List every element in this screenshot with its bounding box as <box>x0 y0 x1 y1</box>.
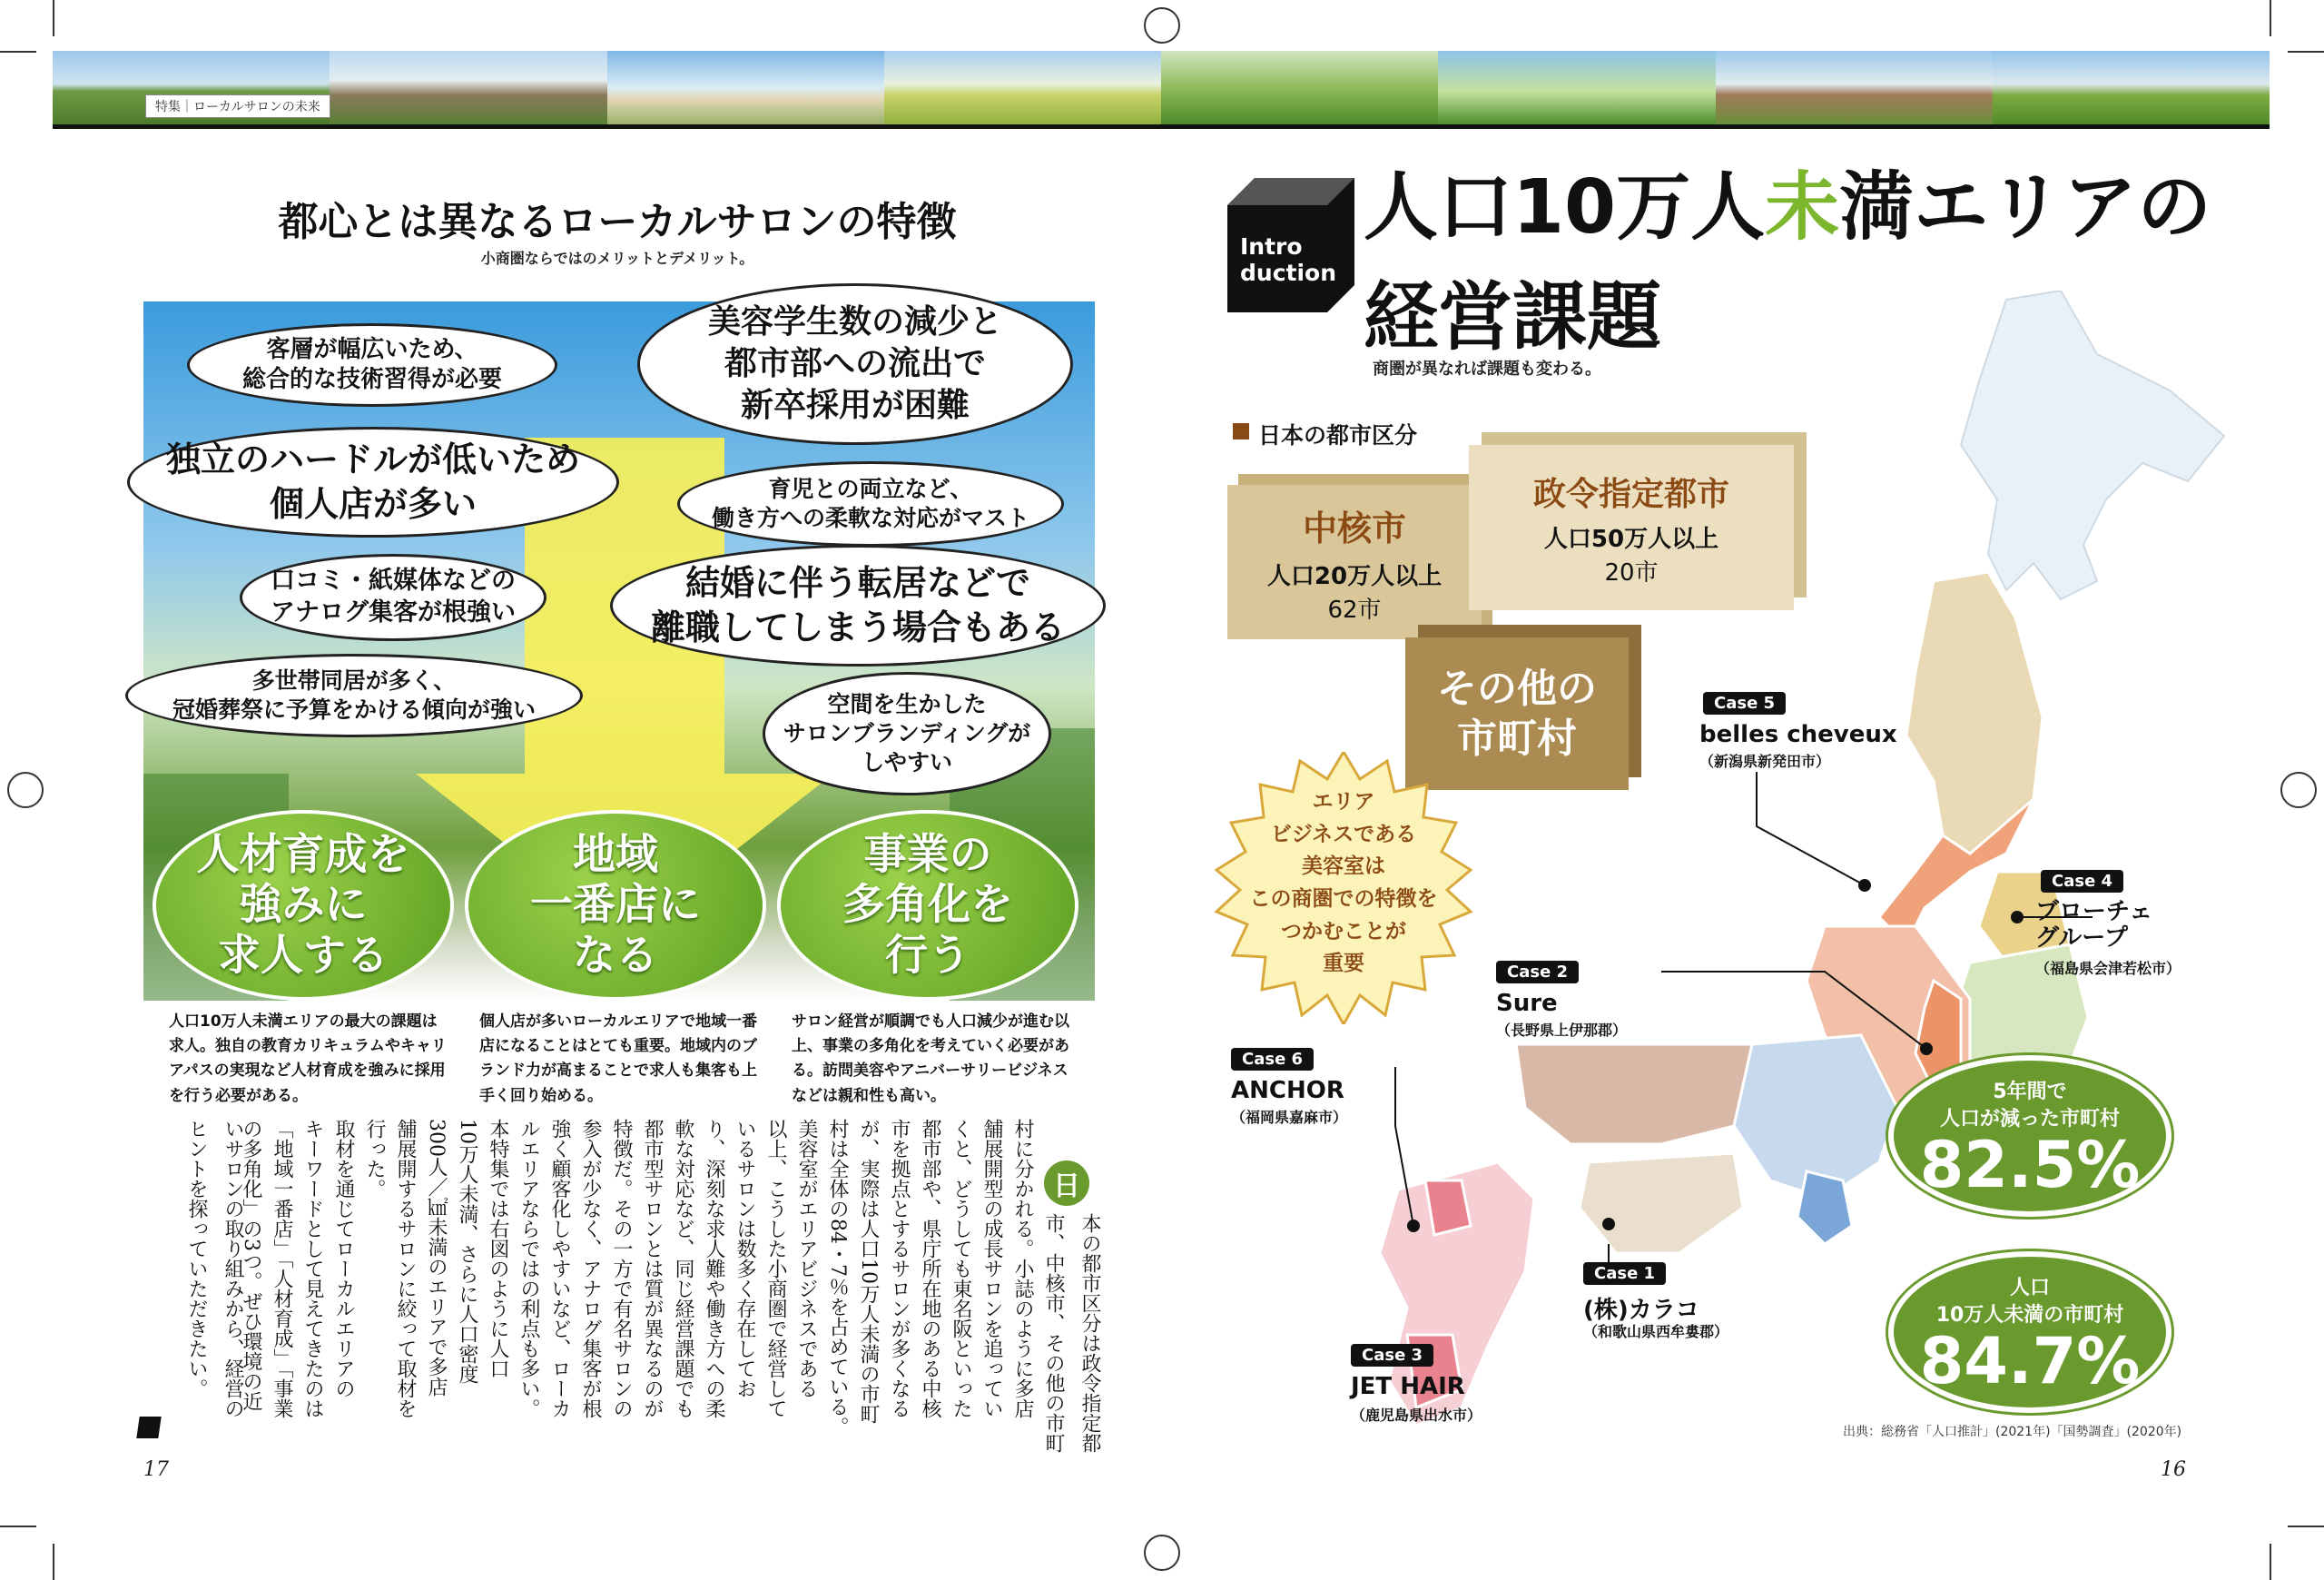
stat-label: 人口 10万人未満の市町村 <box>1935 1277 2124 1327</box>
feature-bubble: 美容学生数の減少と 都市部への流出で 新卒採用が困難 <box>637 283 1073 445</box>
body-column: 10万人未満、さらに人口密度 <box>456 1119 478 1384</box>
body-column: ルエリアならではの利点も多い。 <box>517 1119 540 1418</box>
landscape-photo <box>330 51 606 124</box>
body-column: 舗展開型の成長サロンを追ってい <box>980 1119 1003 1418</box>
title-part: 満エリアの <box>1839 164 2212 251</box>
body-column: 都市型サロンとは質が異なるのが <box>641 1119 664 1418</box>
body-column: 本の都市区分は政令指定都 <box>1078 1213 1101 1453</box>
strategy-circle-diversify: 事業の 多角化を 行う <box>777 810 1078 1001</box>
crop-mark <box>2288 1526 2324 1527</box>
crop-mark <box>53 0 54 36</box>
feature-subtitle: 商圏が異なれば課題も変わる。 <box>1373 360 1601 379</box>
feature-bubble: 客層が幅広いため、 総合的な技術習得が必要 <box>187 323 557 407</box>
box-count: 62市 <box>1327 596 1382 624</box>
case-badge: Case 4 <box>2041 870 2123 893</box>
landscape-photo <box>607 51 884 124</box>
page-number: 16 <box>2161 1458 2186 1481</box>
body-column: 美容室がエリアビジネスである <box>795 1119 818 1398</box>
box-title: 中核市 <box>1302 508 1406 548</box>
case-location: （福島県会津若松市） <box>2035 960 2181 977</box>
case-location: （福岡県嘉麻市） <box>1231 1109 1348 1126</box>
body-column: 市を拠点とするサロンが多くなる <box>888 1119 911 1418</box>
body-column: 村に分かれる。小誌のように多店 <box>1011 1119 1034 1418</box>
body-column: いるサロンは数多く存在してお <box>734 1119 756 1398</box>
case-badge: Case 6 <box>1231 1048 1314 1071</box>
case-badge: Case 2 <box>1496 961 1579 983</box>
body-column: の多角化」の3つ。ぜひ環境の近 <box>240 1119 262 1411</box>
strategy-circle-hr: 人材育成を 強みに 求人する <box>153 810 454 1001</box>
crop-mark <box>2270 0 2271 36</box>
stat-population-decline <box>1888 1055 2171 1217</box>
crop-mark <box>53 1544 54 1580</box>
starburst-text: エリア ビジネスである 美容室は この商圏での特徴を つかむことが 重要 <box>1249 790 1438 976</box>
landscape-photo <box>884 51 1161 124</box>
feature-bubble: 結婚に伴う転居などで 離職してしまう場合もある <box>610 545 1106 667</box>
case-location: （長野県上伊那郡） <box>1496 1022 1628 1039</box>
feature-title-line2: 経営課題 <box>1364 274 1662 360</box>
drop-cap: 日 <box>1044 1160 1089 1206</box>
registration-mark <box>2280 772 2317 808</box>
crop-mark <box>0 51 36 53</box>
body-column: 舗展開するサロンに絞って取材を <box>394 1119 417 1418</box>
box-population: 人口20万人以上 <box>1266 562 1443 590</box>
box-title: 政令指定都市 <box>1532 475 1729 513</box>
body-column: 取材を通じてローカルエリアの <box>332 1119 355 1398</box>
box-count: 20市 <box>1604 558 1659 587</box>
crop-mark <box>2270 1544 2271 1580</box>
case-badge: Case 1 <box>1583 1262 1666 1285</box>
page-subtitle: 小商圏ならではのメリットとデメリット。 <box>480 250 754 267</box>
body-column: 強く顧客化しやすいなど、ローカ <box>548 1119 571 1418</box>
body-column: 都市部や、県庁所在地のある中核 <box>919 1119 941 1418</box>
body-column: ヒントを探っていただきたい。 <box>185 1119 208 1398</box>
intro-label: Intro duction <box>1240 233 1337 286</box>
registration-mark <box>7 772 44 808</box>
photo-strip <box>53 51 2270 129</box>
body-column: 村は全体の84・7％を占めている。 <box>826 1119 849 1437</box>
case-location: （鹿児島県出水市） <box>1351 1407 1482 1424</box>
body-column: 「地域一番店」「人材育成」「事業 <box>271 1119 293 1418</box>
feature-bubble: 口コミ・紙媒体などの アナログ集客が根強い <box>240 554 547 641</box>
title-part: 人口10万人 <box>1364 164 1766 251</box>
feature-bubble: 育児との両立など、 働き方への柔軟な対応がマスト <box>677 461 1064 547</box>
case-badge: Case 5 <box>1703 692 1786 715</box>
feature-bubble: 独立のハードルが低いため 個人店が多い <box>127 427 619 538</box>
section-tag: 特集｜ローカルサロンの未来 <box>145 94 330 118</box>
body-column: 本特集では右図のように人口 <box>487 1119 509 1378</box>
body-column: いサロンの取り組みから、経営の <box>222 1119 244 1418</box>
case-name: Sure <box>1496 990 1558 1017</box>
box-core-city <box>1227 485 1482 639</box>
stat-value: 84.7% <box>1919 1324 2141 1399</box>
body-column: 以上、こうした小商圏で経営して <box>764 1119 787 1418</box>
body-column: 参入が少なく、アナログ集客が根 <box>579 1119 602 1418</box>
box-population: 人口50万人以上 <box>1543 525 1719 553</box>
title-highlight: 未 <box>1765 164 1840 251</box>
body-column: が、実際は人口10万人未満の市町 <box>857 1119 880 1424</box>
fukuoka-region <box>1425 1180 1471 1235</box>
source-note: 出典：総務省「人口推計」(2021年)「国勢調査」(2020年) <box>1843 1425 2182 1439</box>
body-column: り、深刻な求人難や働き方への柔 <box>703 1119 725 1418</box>
landscape-photo <box>1716 51 1993 124</box>
body-column: 300人／㎢未満のエリアで多店 <box>425 1119 448 1397</box>
feature-bubble: 多世帯同居が多く、 冠婚葬祭に予算をかける傾向が強い <box>125 654 583 737</box>
stat-label: 5年間で 人口が減った市町村 <box>1939 1081 2120 1131</box>
body-column: くと、どうしても東名阪といった <box>950 1119 972 1418</box>
landscape-photo <box>1161 51 1438 124</box>
stat-value: 82.5% <box>1919 1128 2141 1203</box>
case-name: ブローチェ グループ <box>2035 898 2153 952</box>
body-column: 市、中核市、その他の市町 <box>1042 1213 1065 1453</box>
box-other-municipalities: その他の 市町村 <box>1405 637 1629 790</box>
shikoku-region <box>1580 1153 1743 1253</box>
page-title: 都心とは異なるローカルサロンの特徴 <box>278 199 957 245</box>
case-badge: Case 3 <box>1351 1344 1433 1367</box>
registration-mark <box>1144 1535 1180 1571</box>
body-column: キーワードとして見えてきたのは <box>301 1119 324 1418</box>
hokkaido-region <box>1961 291 2224 599</box>
case-name: ANCHOR <box>1231 1077 1344 1104</box>
section-label: 日本の都市区分 <box>1258 422 1418 449</box>
case-name: JET HAIR <box>1351 1373 1465 1400</box>
case-location: （和歌山県西牟婁郡） <box>1583 1323 1729 1340</box>
strategy-description: 個人店が多いローカルエリアで地域一番店になることはとても重要。地域内のブランド力が高まることで求人も集客も上手く回り始める。 <box>479 1012 758 1105</box>
body-column: 特徴だ。その一方で有名サロンの <box>610 1119 633 1418</box>
body-column: 行った。 <box>363 1119 386 1199</box>
case-name: (株)カラコ <box>1583 1297 1699 1324</box>
strategy-description: サロン経営が順調でも人口減少が進む以上、事業の多角化を考えていく必要がある。訪問美容やアニバーサリービジネスなどは親和性も高い。 <box>792 1012 1069 1105</box>
strategy-circle-local: 地域 一番店に なる <box>465 810 766 1001</box>
crop-mark <box>0 1526 36 1527</box>
strategy-description: 人口10万人未満エリアの最大の課題は求人。独自の教育カリキュラムやキャリアパスの実現など人材育成を強みに採用を行う必要がある。 <box>169 1012 447 1105</box>
wakayama-region <box>1797 1171 1852 1244</box>
case-location: （新潟県新発田市） <box>1699 753 1831 770</box>
body-column: 軟な対応など、同じ経営課題でも <box>672 1119 694 1418</box>
page-number: 17 <box>143 1458 169 1481</box>
registration-mark <box>1144 7 1180 44</box>
box-designated-city <box>1469 445 1794 610</box>
crop-mark <box>2288 51 2324 53</box>
stat-small-municipalities <box>1888 1251 2171 1413</box>
chugoku-region <box>1516 1044 1752 1144</box>
feature-title <box>1364 164 2212 251</box>
landscape-photo <box>1993 51 2270 124</box>
case-name: belles cheveux <box>1699 721 1897 748</box>
feature-bubble: 空間を生かした サロンブランディングが しやすい <box>763 672 1051 795</box>
end-mark-icon <box>136 1417 161 1438</box>
landscape-photo <box>1438 51 1715 124</box>
section-bullet-icon <box>1233 423 1249 439</box>
